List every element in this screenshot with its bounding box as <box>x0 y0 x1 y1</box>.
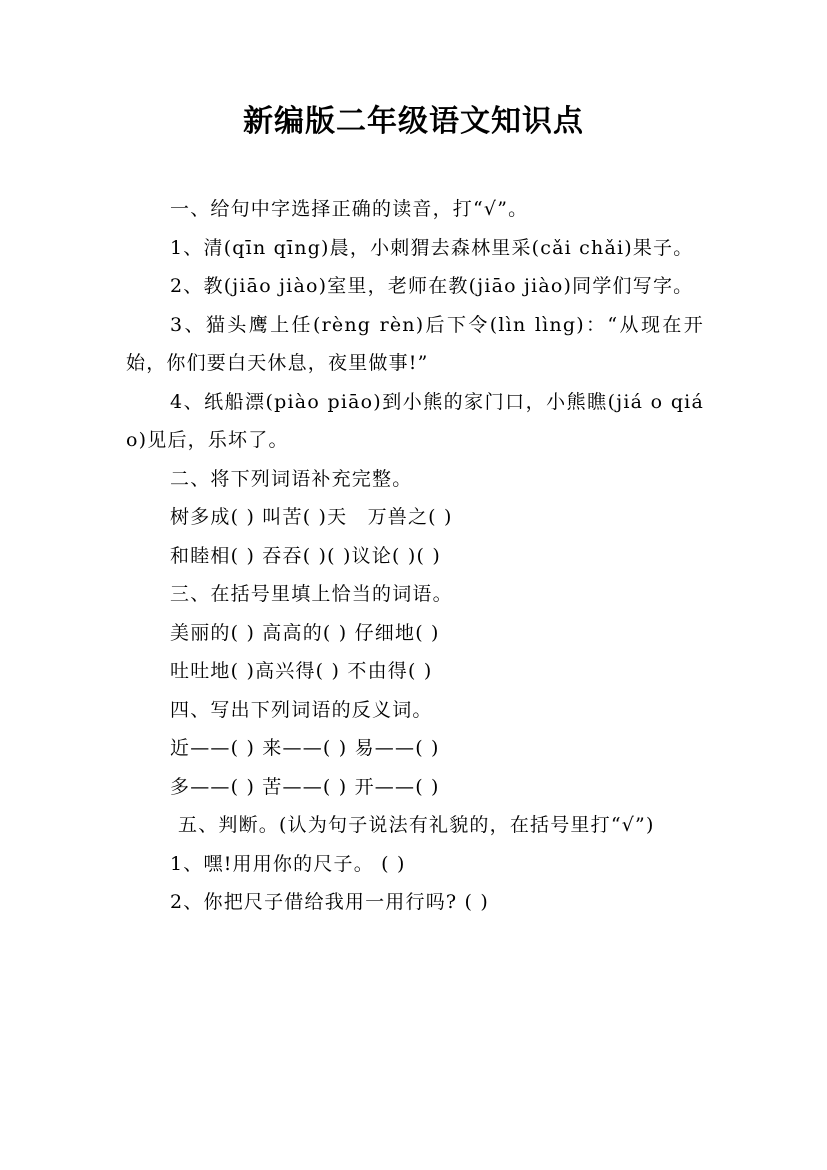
section-3-line-1: 美丽的( ) 高高的( ) 仔细地( ) <box>170 621 440 644</box>
question-1-1: 1、清(qīn qīng)晨，小刺猬去森林里采(cǎi chǎi)果子。 <box>170 236 694 259</box>
document-title: 新编版二年级语文知识点 <box>243 104 584 139</box>
section-2-heading: 二、将下列词语补充完整。 <box>170 467 413 490</box>
section-3-line-2: 吐吐地( )高兴得( ) 不由得( ) <box>170 660 433 682</box>
section-2-line-2: 和睦相( ) 吞吞( )( )议论( )( ) <box>170 544 441 567</box>
section-4-line-1: 近——( ) 来——( ) 易——( ) <box>170 737 440 759</box>
question-1-4: 4、纸船漂(piào piāo)到小熊的家门口，小熊瞧(jiá o qiáo)见后，乐坏了。 <box>126 390 704 451</box>
question-1-2: 2、教(jiāo jiào)室里，老师在教(jiāo jiào)同学们写字。 <box>170 275 694 297</box>
section-4-line-2: 多——( ) 苦——( ) 开——( ) <box>170 775 440 798</box>
section-4-heading: 四、写出下列词语的反义词。 <box>170 698 433 721</box>
section-2-line-1: 树多成( ) 叫苦( )天 万兽之( ) <box>170 506 453 528</box>
question-1-3: 3、猫头鹰上任(rèng rèn)后下令(lìn lìng)：“从现在开始，你们要白天休息，夜里做事!” <box>126 313 704 374</box>
section-3-heading: 三、在括号里填上恰当的词语。 <box>170 583 453 605</box>
section-5-heading: 五、判断。(认为句子说法有礼貌的，在括号里打“√”) <box>178 814 655 836</box>
question-5-2: 2、你把尺子借给我用一用行吗? ( ) <box>170 891 489 913</box>
section-1-heading: 一、给句中字选择正确的读音，打“√”。 <box>170 198 529 220</box>
question-5-1: 1、嘿!用用你的尺子。 ( ) <box>170 852 406 875</box>
document-body <box>126 190 704 922</box>
